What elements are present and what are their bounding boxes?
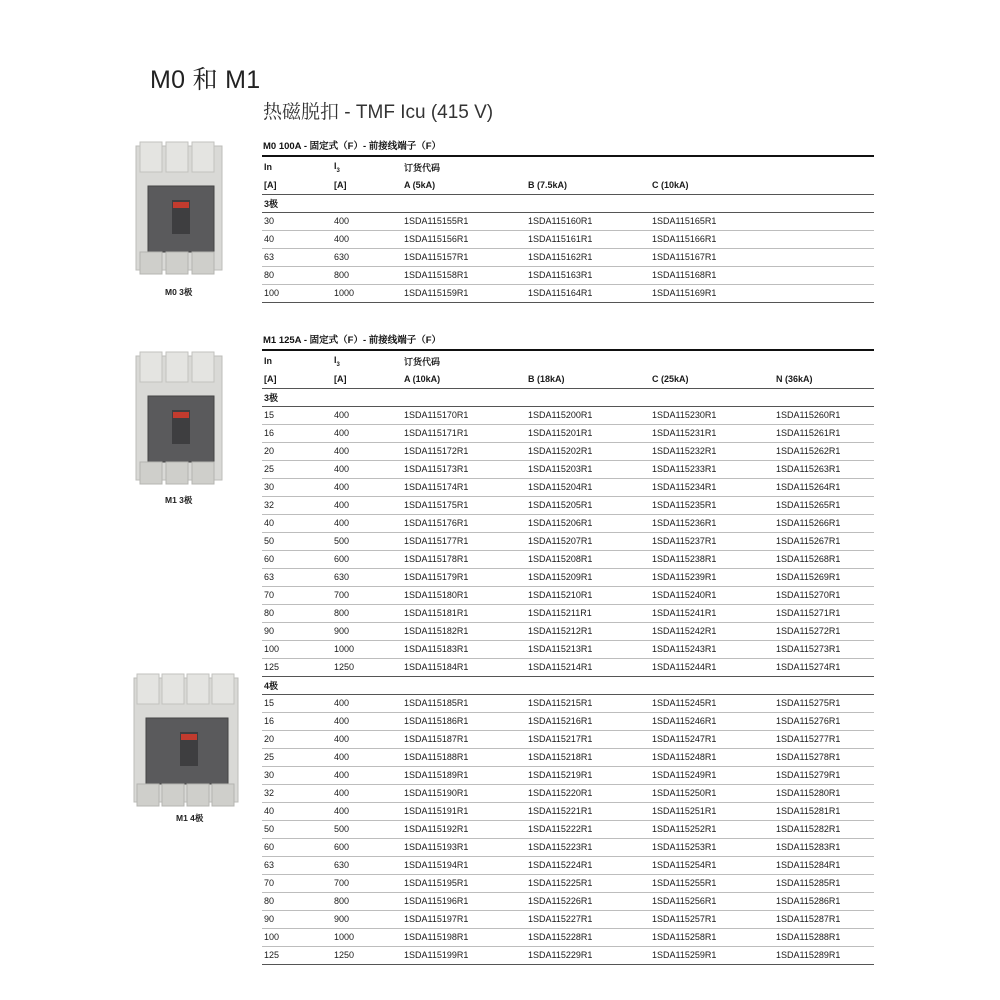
- m1-order-table: [262, 352, 874, 965]
- cell-i3: 400: [334, 752, 350, 762]
- table-row: [262, 874, 874, 892]
- cell-in: 50: [264, 824, 275, 834]
- cell-order-c: 1SDA115235R1: [652, 500, 717, 510]
- cell-order-b: 1SDA115218R1: [528, 752, 593, 762]
- cell-order-a: 1SDA115196R1: [404, 896, 469, 906]
- table-row: [262, 284, 874, 302]
- cell-order-c: 1SDA115243R1: [652, 644, 717, 654]
- cell-in: 125: [264, 662, 280, 672]
- cell-order-a: 1SDA115192R1: [404, 824, 469, 834]
- cell-in: 20: [264, 734, 275, 744]
- cell-order-a: 1SDA115157R1: [404, 252, 469, 262]
- cell-in: 63: [264, 252, 275, 262]
- cell-in: 30: [264, 770, 275, 780]
- cell-i3: 400: [334, 806, 350, 816]
- header-i3-unit: [A]: [334, 179, 347, 190]
- cell-order-c: 1SDA115256R1: [652, 896, 717, 906]
- header-col-c: C (10kA): [652, 179, 689, 190]
- cell-i3: 600: [334, 554, 350, 564]
- table-header-row: [262, 158, 874, 176]
- cell-in: 125: [264, 950, 280, 960]
- table-header-units-row: [262, 176, 874, 194]
- cell-order-b: 1SDA115162R1: [528, 252, 593, 262]
- cell-in: 15: [264, 410, 275, 420]
- cell-order-b: 1SDA115220R1: [528, 788, 593, 798]
- cell-i3: 400: [334, 716, 350, 726]
- table-row: [262, 532, 874, 550]
- cell-order-c: 1SDA115232R1: [652, 446, 717, 456]
- pole-section-label: 3极: [264, 198, 279, 209]
- m1-table-caption: M1 125A - 固定式（F）- 前接线端子（F）: [263, 335, 442, 346]
- cell-order-a: 1SDA115193R1: [404, 842, 469, 852]
- cell-order-b: 1SDA115209R1: [528, 572, 593, 582]
- cell-order-n: 1SDA115279R1: [776, 770, 841, 780]
- cell-order-b: 1SDA115163R1: [528, 270, 593, 280]
- header-in-unit: [A]: [264, 373, 277, 384]
- header-col-n: N (36kA): [776, 373, 813, 384]
- table-row: [262, 622, 874, 640]
- cell-in: 50: [264, 536, 275, 546]
- header-in: In: [264, 162, 272, 172]
- cell-in: 25: [264, 752, 275, 762]
- cell-order-b: 1SDA115228R1: [528, 932, 593, 942]
- header-i3: $I_3$: [334, 160, 340, 174]
- cell-i3: 800: [334, 270, 350, 280]
- cell-order-n: 1SDA115284R1: [776, 860, 841, 870]
- table-row: [262, 478, 874, 496]
- cell-i3: 400: [334, 446, 350, 456]
- cell-order-n: 1SDA115280R1: [776, 788, 841, 798]
- cell-order-a: 1SDA115155R1: [404, 216, 469, 226]
- cell-in: 32: [264, 788, 275, 798]
- cell-order-n: 1SDA115285R1: [776, 878, 841, 888]
- cell-in: 80: [264, 608, 275, 618]
- table-row: [262, 568, 874, 586]
- cell-order-a: 1SDA115156R1: [404, 234, 469, 244]
- cell-in: 70: [264, 878, 275, 888]
- table-row: [262, 802, 874, 820]
- cell-i3: 400: [334, 770, 350, 780]
- cell-order-n: 1SDA115268R1: [776, 554, 841, 564]
- cell-order-c: 1SDA115244R1: [652, 662, 717, 672]
- header-i3-unit: [A]: [334, 373, 347, 384]
- cell-order-c: 1SDA115168R1: [652, 270, 717, 280]
- cell-order-a: 1SDA115176R1: [404, 518, 469, 528]
- header-col-a: A (10kA): [404, 373, 441, 384]
- cell-order-a: 1SDA115188R1: [404, 752, 469, 762]
- device-caption-m0-3p: M0 3极: [165, 287, 193, 297]
- cell-order-a: 1SDA115175R1: [404, 500, 469, 510]
- cell-in: 30: [264, 482, 275, 492]
- cell-order-a: 1SDA115194R1: [404, 860, 469, 870]
- cell-order-a: 1SDA115174R1: [404, 482, 469, 492]
- cell-i3: 900: [334, 626, 350, 636]
- table-row: [262, 694, 874, 712]
- cell-i3: 500: [334, 536, 350, 546]
- cell-in: 40: [264, 518, 275, 528]
- cell-order-n: 1SDA115277R1: [776, 734, 841, 744]
- cell-in: 100: [264, 932, 280, 942]
- header-col-c: C (25kA): [652, 373, 689, 384]
- cell-order-c: 1SDA115231R1: [652, 428, 717, 438]
- cell-i3: 1250: [334, 662, 355, 672]
- table-row: [262, 784, 874, 802]
- cell-i3: 800: [334, 608, 350, 618]
- cell-in: 16: [264, 716, 275, 726]
- cell-i3: 700: [334, 878, 350, 888]
- cell-order-a: 1SDA115182R1: [404, 626, 469, 636]
- cell-order-a: 1SDA115190R1: [404, 788, 469, 798]
- cell-order-n: 1SDA115283R1: [776, 842, 841, 852]
- cell-i3: 400: [334, 428, 350, 438]
- cell-order-a: 1SDA115187R1: [404, 734, 469, 744]
- cell-order-b: 1SDA115215R1: [528, 698, 593, 708]
- cell-order-b: 1SDA115226R1: [528, 896, 593, 906]
- cell-order-b: 1SDA115201R1: [528, 428, 593, 438]
- circuit-breaker-4-pole-icon: [126, 672, 246, 812]
- table-row: [262, 496, 874, 514]
- cell-order-b: 1SDA115223R1: [528, 842, 593, 852]
- cell-i3: 400: [334, 234, 350, 244]
- cell-order-b: 1SDA115216R1: [528, 716, 593, 726]
- table-row: [262, 248, 874, 266]
- cell-i3: 400: [334, 464, 350, 474]
- cell-in: 80: [264, 270, 275, 280]
- cell-order-n: 1SDA115260R1: [776, 410, 841, 420]
- cell-order-b: 1SDA115202R1: [528, 446, 593, 456]
- cell-order-a: 1SDA115195R1: [404, 878, 469, 888]
- table-row: [262, 766, 874, 784]
- cell-in: 60: [264, 842, 275, 852]
- cell-order-a: 1SDA115178R1: [404, 554, 469, 564]
- cell-order-c: 1SDA115169R1: [652, 288, 717, 298]
- cell-order-b: 1SDA115219R1: [528, 770, 593, 780]
- cell-in: 40: [264, 806, 275, 816]
- device-caption-m1-4p: M1 4极: [176, 813, 204, 823]
- circuit-breaker-3-pole-icon: [126, 350, 236, 490]
- table-row: [262, 658, 874, 676]
- cell-i3: 1250: [334, 950, 355, 960]
- cell-order-b: 1SDA115164R1: [528, 288, 593, 298]
- cell-order-b: 1SDA115204R1: [528, 482, 593, 492]
- cell-i3: 400: [334, 216, 350, 226]
- cell-order-n: 1SDA115266R1: [776, 518, 841, 528]
- cell-order-b: 1SDA115203R1: [528, 464, 593, 474]
- cell-order-b: 1SDA115214R1: [528, 662, 593, 672]
- cell-i3: 400: [334, 410, 350, 420]
- cell-order-c: 1SDA115165R1: [652, 216, 717, 226]
- cell-in: 32: [264, 500, 275, 510]
- header-col-b: B (7.5kA): [528, 179, 568, 190]
- cell-order-b: 1SDA115160R1: [528, 216, 593, 226]
- cell-order-c: 1SDA115252R1: [652, 824, 717, 834]
- header-in: In: [264, 356, 272, 366]
- cell-order-a: 1SDA115159R1: [404, 288, 469, 298]
- table-row: [262, 928, 874, 946]
- cell-i3: 700: [334, 590, 350, 600]
- table-row: [262, 442, 874, 460]
- cell-order-n: 1SDA115282R1: [776, 824, 841, 834]
- cell-order-a: 1SDA115184R1: [404, 662, 469, 672]
- cell-order-b: 1SDA115217R1: [528, 734, 593, 744]
- table-row: [262, 856, 874, 874]
- cell-i3: 400: [334, 788, 350, 798]
- cell-order-c: 1SDA115240R1: [652, 590, 717, 600]
- page-title: M0 和 M1: [150, 66, 261, 94]
- cell-order-c: 1SDA115233R1: [652, 464, 717, 474]
- cell-order-c: 1SDA115245R1: [652, 698, 717, 708]
- cell-order-c: 1SDA115248R1: [652, 752, 717, 762]
- cell-order-b: 1SDA115212R1: [528, 626, 593, 636]
- cell-order-b: 1SDA115227R1: [528, 914, 593, 924]
- cell-order-a: 1SDA115177R1: [404, 536, 469, 546]
- cell-order-c: 1SDA115251R1: [652, 806, 717, 816]
- cell-order-b: 1SDA115200R1: [528, 410, 593, 420]
- cell-order-n: 1SDA115276R1: [776, 716, 841, 726]
- cell-i3: 900: [334, 914, 350, 924]
- table-row: [262, 550, 874, 568]
- cell-order-b: 1SDA115224R1: [528, 860, 593, 870]
- table-row: [262, 460, 874, 478]
- cell-order-a: 1SDA115171R1: [404, 428, 469, 438]
- cell-order-n: 1SDA115262R1: [776, 446, 841, 456]
- cell-order-n: 1SDA115269R1: [776, 572, 841, 582]
- cell-in: 30: [264, 216, 275, 226]
- cell-order-c: 1SDA115166R1: [652, 234, 717, 244]
- cell-i3: 400: [334, 698, 350, 708]
- table-row: [262, 230, 874, 248]
- cell-order-c: 1SDA115239R1: [652, 572, 717, 582]
- cell-order-n: 1SDA115271R1: [776, 608, 841, 618]
- cell-order-a: 1SDA115170R1: [404, 410, 469, 420]
- cell-order-c: 1SDA115236R1: [652, 518, 717, 528]
- cell-order-n: 1SDA115278R1: [776, 752, 841, 762]
- cell-i3: 800: [334, 896, 350, 906]
- device-caption-m1-3p: M1 3极: [165, 495, 193, 505]
- pole-section-row: [262, 388, 874, 406]
- m0-table-caption: M0 100A - 固定式（F）- 前接线端子（F）: [263, 141, 442, 152]
- cell-order-c: 1SDA115253R1: [652, 842, 717, 852]
- cell-order-c: 1SDA115242R1: [652, 626, 717, 636]
- cell-order-b: 1SDA115206R1: [528, 518, 593, 528]
- cell-in: 80: [264, 896, 275, 906]
- cell-order-a: 1SDA115183R1: [404, 644, 469, 654]
- cell-i3: 630: [334, 252, 350, 262]
- cell-order-n: 1SDA115270R1: [776, 590, 841, 600]
- cell-order-n: 1SDA115272R1: [776, 626, 841, 636]
- cell-in: 63: [264, 572, 275, 582]
- cell-order-c: 1SDA115257R1: [652, 914, 717, 924]
- cell-order-n: 1SDA115274R1: [776, 662, 841, 672]
- cell-order-a: 1SDA115181R1: [404, 608, 469, 618]
- cell-order-b: 1SDA115225R1: [528, 878, 593, 888]
- cell-in: 20: [264, 446, 275, 456]
- table-header-row: [262, 352, 874, 370]
- cell-in: 100: [264, 644, 280, 654]
- cell-order-a: 1SDA115158R1: [404, 270, 469, 280]
- page-subtitle: 热磁脱扣 - TMF Icu (415 V): [263, 102, 494, 123]
- cell-i3: 400: [334, 518, 350, 528]
- table-row: [262, 946, 874, 964]
- cell-in: 63: [264, 860, 275, 870]
- table-row: [262, 892, 874, 910]
- cell-order-b: 1SDA115210R1: [528, 590, 593, 600]
- header-col-b: B (18kA): [528, 373, 565, 384]
- cell-in: 100: [264, 288, 280, 298]
- table-row: [262, 838, 874, 856]
- cell-order-c: 1SDA115234R1: [652, 482, 717, 492]
- header-order-code: 订货代码: [404, 162, 441, 173]
- cell-in: 90: [264, 914, 275, 924]
- cell-order-b: 1SDA115211R1: [528, 608, 592, 618]
- cell-order-n: 1SDA115289R1: [776, 950, 841, 960]
- m0-order-table: [262, 158, 874, 303]
- table-row: [262, 730, 874, 748]
- circuit-breaker-3-pole-icon: [126, 140, 236, 280]
- cell-order-n: 1SDA115273R1: [776, 644, 841, 654]
- cell-in: 90: [264, 626, 275, 636]
- cell-order-b: 1SDA115207R1: [528, 536, 593, 546]
- cell-i3: 1000: [334, 932, 355, 942]
- cell-in: 70: [264, 590, 275, 600]
- cell-order-a: 1SDA115189R1: [404, 770, 469, 780]
- cell-in: 25: [264, 464, 275, 474]
- cell-order-b: 1SDA115221R1: [528, 806, 593, 816]
- cell-i3: 400: [334, 500, 350, 510]
- pole-section-label: 4极: [264, 680, 279, 691]
- cell-i3: 630: [334, 860, 350, 870]
- cell-order-b: 1SDA115222R1: [528, 824, 593, 834]
- cell-order-c: 1SDA115238R1: [652, 554, 717, 564]
- cell-order-n: 1SDA115264R1: [776, 482, 841, 492]
- pole-section-label: 3极: [264, 392, 279, 403]
- cell-i3: 600: [334, 842, 350, 852]
- table-row: [262, 514, 874, 532]
- cell-order-b: 1SDA115229R1: [528, 950, 593, 960]
- cell-in: 40: [264, 234, 275, 244]
- cell-order-c: 1SDA115167R1: [652, 252, 717, 262]
- cell-i3: 400: [334, 482, 350, 492]
- table-row: [262, 712, 874, 730]
- cell-order-n: 1SDA115275R1: [776, 698, 841, 708]
- table-row: [262, 424, 874, 442]
- table-row: [262, 604, 874, 622]
- pole-section-row: [262, 676, 874, 694]
- cell-order-b: 1SDA115205R1: [528, 500, 593, 510]
- cell-in: 15: [264, 698, 275, 708]
- cell-order-c: 1SDA115259R1: [652, 950, 717, 960]
- header-col-a: A (5kA): [404, 179, 436, 190]
- m0-table-top-rule: [262, 155, 874, 157]
- cell-order-n: 1SDA115265R1: [776, 500, 841, 510]
- cell-order-c: 1SDA115249R1: [652, 770, 717, 780]
- table-row: [262, 586, 874, 604]
- cell-order-c: 1SDA115246R1: [652, 716, 717, 726]
- cell-i3: 500: [334, 824, 350, 834]
- cell-order-c: 1SDA115230R1: [652, 410, 717, 420]
- cell-i3: 630: [334, 572, 350, 582]
- table-row: [262, 748, 874, 766]
- cell-order-b: 1SDA115161R1: [528, 234, 593, 244]
- cell-order-c: 1SDA115241R1: [652, 608, 717, 618]
- cell-order-a: 1SDA115197R1: [404, 914, 469, 924]
- cell-order-b: 1SDA115213R1: [528, 644, 593, 654]
- cell-order-c: 1SDA115247R1: [652, 734, 717, 744]
- cell-order-n: 1SDA115263R1: [776, 464, 841, 474]
- cell-order-n: 1SDA115267R1: [776, 536, 841, 546]
- cell-order-b: 1SDA115208R1: [528, 554, 593, 564]
- cell-order-a: 1SDA115199R1: [404, 950, 469, 960]
- cell-order-n: 1SDA115261R1: [776, 428, 841, 438]
- cell-order-a: 1SDA115180R1: [404, 590, 469, 600]
- header-order-code: 订货代码: [404, 356, 441, 367]
- cell-order-a: 1SDA115179R1: [404, 572, 469, 582]
- cell-order-a: 1SDA115173R1: [404, 464, 469, 474]
- cell-i3: 1000: [334, 644, 355, 654]
- cell-order-a: 1SDA115198R1: [404, 932, 469, 942]
- cell-order-a: 1SDA115172R1: [404, 446, 469, 456]
- header-i3: $I_3$: [334, 354, 340, 368]
- cell-i3: 400: [334, 734, 350, 744]
- cell-i3: 1000: [334, 288, 355, 298]
- cell-order-c: 1SDA115255R1: [652, 878, 717, 888]
- cell-order-a: 1SDA115185R1: [404, 698, 469, 708]
- pole-section-row: [262, 194, 874, 212]
- cell-in: 16: [264, 428, 275, 438]
- cell-order-c: 1SDA115237R1: [652, 536, 717, 546]
- cell-order-n: 1SDA115281R1: [776, 806, 841, 816]
- table-row: [262, 266, 874, 284]
- cell-order-a: 1SDA115186R1: [404, 716, 469, 726]
- table-row: [262, 820, 874, 838]
- cell-in: 60: [264, 554, 275, 564]
- table-row: [262, 212, 874, 230]
- table-row: [262, 910, 874, 928]
- cell-order-n: 1SDA115287R1: [776, 914, 841, 924]
- cell-order-n: 1SDA115288R1: [776, 932, 841, 942]
- cell-order-c: 1SDA115254R1: [652, 860, 717, 870]
- header-in-unit: [A]: [264, 179, 277, 190]
- table-row: [262, 406, 874, 424]
- cell-order-a: 1SDA115191R1: [404, 806, 469, 816]
- cell-order-c: 1SDA115258R1: [652, 932, 717, 942]
- table-header-units-row: [262, 370, 874, 388]
- table-row: [262, 640, 874, 658]
- cell-order-c: 1SDA115250R1: [652, 788, 717, 798]
- m1-table-top-rule: [262, 349, 874, 351]
- cell-order-n: 1SDA115286R1: [776, 896, 841, 906]
